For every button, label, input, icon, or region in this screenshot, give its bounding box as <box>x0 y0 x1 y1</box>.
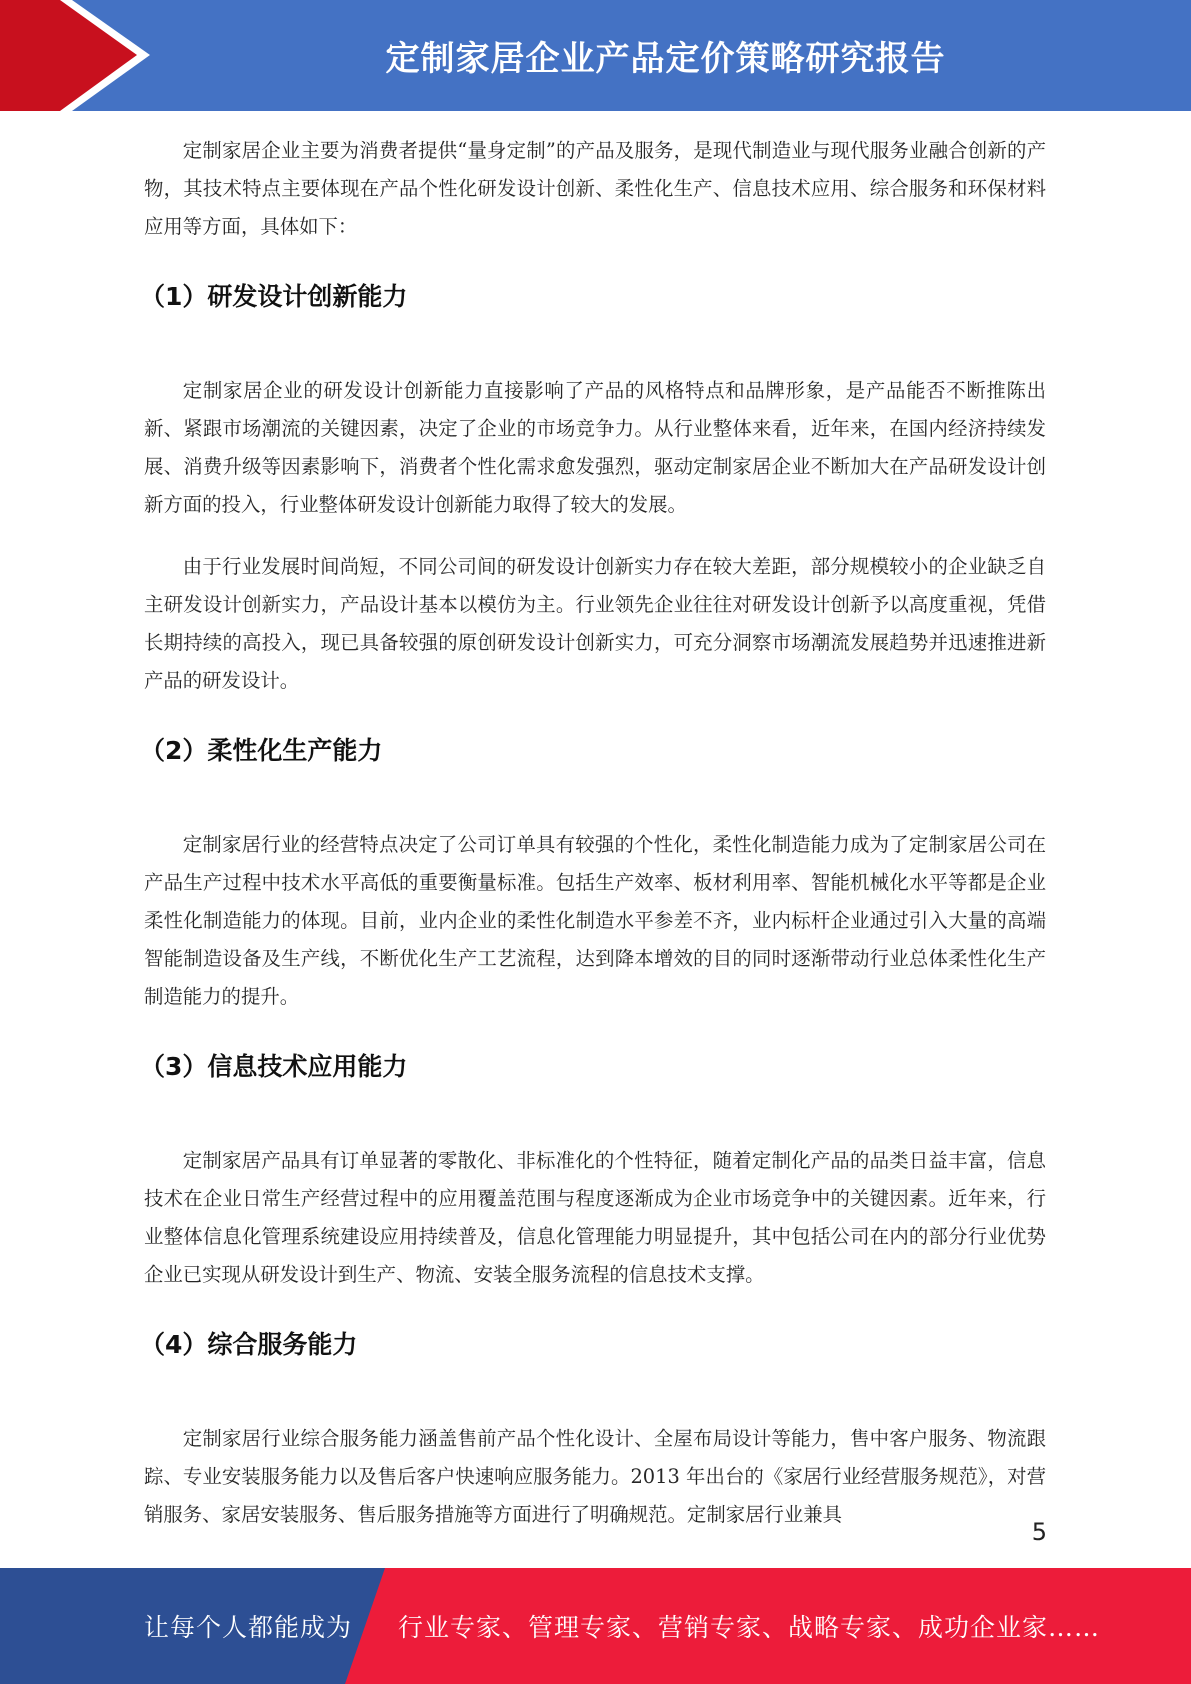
document-body <box>140 132 1046 1534</box>
intro-paragraph: 定制家居企业主要为消费者提供“量身定制”的产品及服务，是现代制造业与现代服务业融合创新的产物，其技术特点主要体现在产品个性化研发设计创新、柔性化生产、信息技术应用、综合服务和环保材料应用等方面，具体如下： <box>144 139 1046 238</box>
page-number: 5 <box>1031 1518 1047 1546</box>
body-paragraph: 定制家居产品具有订单显著的零散化、非标准化的个性特征，随着定制化产品的品类日益丰富，信息技术在企业日常生产经营过程中的应用覆盖范围与程度逐渐成为企业市场竞争中的关键因素。近年来，行业整体信息化管理系统建设应用持续普及，信息化管理能力明显提升，其中包括公司在内的部分行业优势企业已实现从研发设计到生产、物流、安装全服务流程的信息技术支撑。 <box>144 1149 1046 1286</box>
body-paragraph: 定制家居行业的经营特点决定了公司订单具有较强的个性化，柔性化制造能力成为了定制家居公司在产品生产过程中技术水平高低的重要衡量标准。包括生产效率、板材利用率、智能机械化水平等都是企业柔性化制造能力的体现。目前，业内企业的柔性化制造水平参差不齐，业内标杆企业通过引入大量的高端智能制造设备及生产线，不断优化生产工艺流程，达到降本增效的目的同时逐渐带动行业总体柔性化生产制造能力的提升。 <box>144 833 1046 1008</box>
report-title: 定制家居企业产品定价策略研究报告 <box>385 39 946 79</box>
chevron-arrow-icon <box>0 0 160 111</box>
section-heading-2: （2）柔性化生产能力 <box>140 736 383 765</box>
section-heading-3: （3）信息技术应用能力 <box>140 1052 408 1081</box>
footer-slogan-right: 行业专家、管理专家、营销专家、战略专家、成功企业家…… <box>398 1613 1101 1642</box>
body-paragraph: 由于行业发展时间尚短，不同公司间的研发设计创新实力存在较大差距，部分规模较小的企业缺乏自主研发设计创新实力，产品设计基本以模仿为主。行业领先企业往往对研发设计创新予以高度重视，凭借长期持续的高投入，现已具备较强的原创研发设计创新实力，可充分洞察市场潮流发展趋势并迅速推进新产品的研发设计。 <box>144 555 1046 692</box>
footer-slogan-left: 让每个人都能成为 <box>144 1613 353 1642</box>
body-paragraph: 定制家居行业综合服务能力涵盖售前产品个性化设计、全屋布局设计等能力，售中客户服务、物流跟踪、专业安装服务能力以及售后客户快速响应服务能力。2013 年出台的《家居行业经营服务规范》，对营销服务、家居安装服务、售后服务措施等方面进行了明确规范。定制家居行业兼具 <box>144 1427 1046 1526</box>
section-heading-4: （4）综合服务能力 <box>140 1330 358 1359</box>
body-paragraph: 定制家居企业的研发设计创新能力直接影响了产品的风格特点和品牌形象，是产品能否不断推陈出新、紧跟市场潮流的关键因素，决定了企业的市场竞争力。从行业整体来看，近年来，在国内经济持续发展、消费升级等因素影响下，消费者个性化需求愈发强烈，驱动定制家居企业不断加大在产品研发设计创新方面的投入，行业整体研发设计创新能力取得了较大的发展。 <box>144 379 1046 516</box>
page-footer <box>0 1568 1191 1684</box>
page-header <box>0 0 1191 111</box>
section-heading-1: （1）研发设计创新能力 <box>140 282 408 311</box>
